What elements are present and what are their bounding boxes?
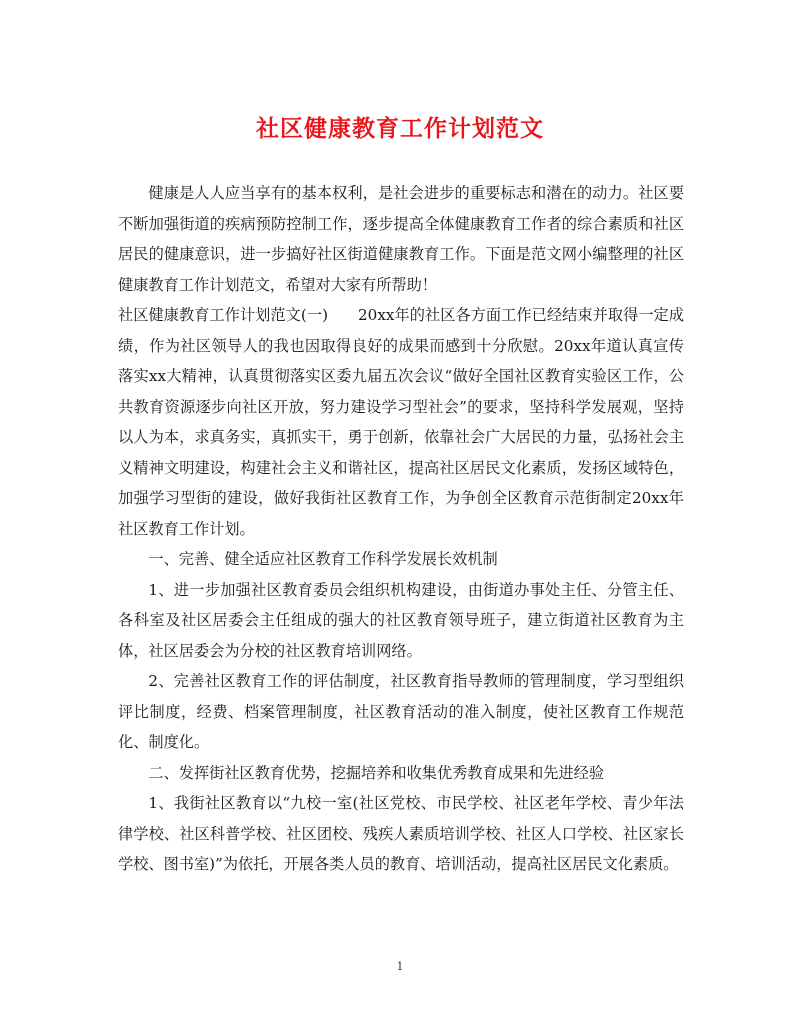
document-title: 社区健康教育工作计划范文	[256, 115, 544, 142]
subheading-label: 社区健康教育工作计划范文(一)	[118, 306, 328, 324]
main-paragraph: 20xx年的社区各方面工作已经结束并取得一定成绩，作为社区领导人的我也因取得良好的成果而感到十分欣慰。20xx年道认真宣传落实xx大精神，认真贯彻落实区委九届五次会议“做好全国社区教育实验区工作，公共教育资源逐步向社区开放，努力建设学习型社会”的要求，坚持科学发展观，坚持以人为本，求真务实，真抓实干，勇于创新，依靠社会广大居民的力量，弘扬社会主义精神文明建设，构建社会主义和谐社区，提高社区居民文化素质，发扬区域特色，加强学习型街的建设，做好我街社区教育工作，为争创全区教育示范街制定20xx年社区教育工作计划。	[118, 306, 684, 538]
page-number: 1	[396, 960, 404, 973]
intro-paragraph: 健康是人人应当享有的基本权利，是社会进步的重要标志和潜在的动力。社区要不断加强街道的疾病预防控制工作，逐步提高全体健康教育工作者的综合素质和社区居民的健康意识，进一步搞好社区街道健康教育工作。下面是范文网小编整理的社区健康教育工作计划范文，希望对大家有所帮助！	[118, 184, 684, 294]
document-body	[118, 178, 684, 880]
section1-item2: 2、完善社区教育工作的评估制度，社区教育指导教师的管理制度，学习型组织评比制度，经费、档案管理制度，社区教育活动的准入制度，使社区教育工作规范化、制度化。	[118, 672, 684, 751]
section1-heading: 一、完善、健全适应社区教育工作科学发展长效机制	[148, 550, 498, 568]
section1-item1: 1、进一步加强社区教育委员会组织机构建设，由街道办事处主任、分管主任、各科室及社区居委会主任组成的强大的社区教育领导班子，建立街道社区教育为主体，社区居委会为分校的社区教育培训网络。	[118, 580, 684, 660]
subheading-paragraph	[118, 300, 684, 544]
section2-heading: 二、发挥街社区教育优势，挖掘培养和收集优秀教育成果和先进经验	[148, 763, 605, 782]
section2-item1: 1、我街社区教育以“九校一室(社区党校、市民学校、社区老年学校、青少年法律学校、社区科普学校、社区团校、残疾人素质培训学校、社区人口学校、社区家长学校、图书室)”为依托，开展各类人员的教育、培训活动，提高社区居民文化素质。	[118, 794, 684, 873]
